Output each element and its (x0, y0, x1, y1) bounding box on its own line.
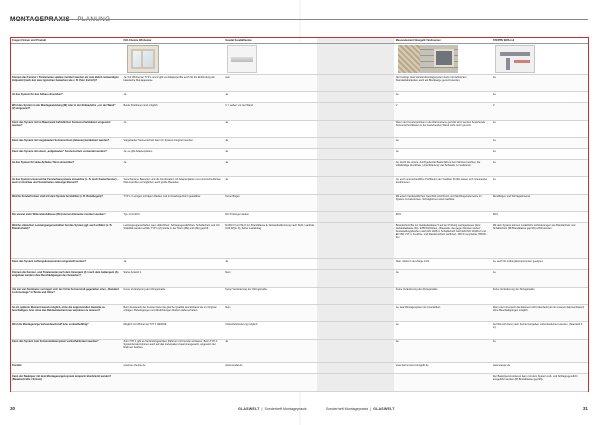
column-header: STEPPE EMS-rs3 (491, 38, 588, 44)
answer-cell (122, 374, 224, 392)
answer-cell: Nein (223, 305, 317, 322)
answer-cell: RC Prüfungen laufen (223, 212, 317, 223)
footer-left: GLASWELT | Sonderheft Montagepraxis (238, 407, 307, 411)
answer-cell: RC2 (491, 212, 588, 223)
answer-cell: Keine Veränderung der Abzugsmaße (491, 287, 588, 304)
answer-cell: V = außen vor der Wand (223, 103, 317, 120)
answer-cell: Ja. Für Winhemar TYP 1 und 2 gibt es Adapterprofile auch für die Einbindung als klassische Montageweise. (122, 75, 224, 92)
answer-cell: Ja (122, 259, 224, 270)
answer-cell: Ja (394, 92, 491, 103)
product-image-cell (223, 44, 317, 75)
footer-text-left: Sonderheft Montagepraxis (264, 407, 307, 411)
window-frame-photo-icon (127, 45, 159, 73)
table-row (10, 194, 588, 211)
answer-cell: www.iso-chemie.de (122, 363, 224, 374)
answer-cell: Typ 1 bis RC3 (122, 212, 224, 223)
answer-cell: Vorgebauter Sonnenschutz kann im System integriert werden. (122, 138, 224, 149)
table-row (10, 159, 588, 176)
answer-cell: Leistungseigenschaften wie Luftdichtheit, Schlagregendichtheit, Schallschutz und UV-Stabilität werden erfüllt. TYP 1 (Z) wurde in der Norm (ZE) und (ZE) geprüft. (122, 223, 224, 259)
page-footer (10, 404, 588, 416)
answer-cell: Ja (491, 120, 588, 137)
answer-cell: Möglich mit Winhemar TYP 1 RESIKE (122, 322, 224, 339)
answer-cell (317, 159, 394, 176)
question-cell: Kontakt (10, 363, 122, 374)
table-row (10, 138, 588, 149)
table-row (10, 305, 588, 322)
table-row (10, 363, 588, 374)
answer-cell: Ja (491, 270, 588, 287)
answer-cell: Nur bedingt. Das Vorwandmontagesystem kann mit definierten Standardabständen auch als Blocksarge genutzt werden. (394, 75, 491, 92)
footer-right: Sonderheft Montagepraxis | GLASWELT (326, 407, 395, 411)
answer-cell: Vorkonfektionierung möglich (223, 322, 317, 339)
answer-cell: Ja, durch die untere, durchgehende Basis fällt es dem Monteur leichter, die vollständige druckfreie „Unterfütterung“ der Schwelle zu realisieren. (394, 159, 491, 176)
column-header: Masonelement Glasgelb Yasthuemer (394, 38, 491, 44)
answer-cell: Ja (122, 92, 224, 103)
answer-cell: Keine Veränderung der Abzugsmaße (122, 287, 224, 304)
product-image-cell (10, 44, 122, 75)
question-cell: Wird das System in der Montagewandung (M) oder in der Einbauhöhe „vor der Wand“ (V) eingesetzt? (10, 103, 122, 120)
connection-detail-drawing-icon (495, 45, 535, 73)
answer-cell (317, 92, 394, 103)
answer-cell: Ja (394, 138, 491, 149)
answer-cell: Mit einem handwerklichen Geschick sind Rund- und Spitzbogenelemente im System zu bekommen. Schrägformen sind machbar. (394, 194, 491, 211)
question-cell: Bis wieviel mehr Widerstandsklasse (RC) können Elemente montiert werden? (10, 212, 122, 223)
footer-brand-right: GLASWELT (373, 407, 395, 411)
page-number-left: 30 (10, 406, 16, 411)
answer-cell: Auf Wunsch kann nach Kundenvorgaben vorkonfektioniert werden. (Standard 6 m). (491, 322, 588, 339)
answer-cell: Ja (491, 159, 588, 176)
table-row (10, 259, 588, 270)
answer-cell: Ja (223, 149, 317, 160)
table-row (10, 177, 588, 194)
answer-cell: Ja (223, 138, 317, 149)
answer-cell: Ja (394, 322, 491, 339)
footer-brand-left: GLASWELT (238, 407, 260, 411)
answer-cell: Ja (394, 149, 491, 160)
table-row (10, 339, 588, 363)
answer-cell: Ja (491, 339, 588, 363)
product-image-cell (122, 44, 224, 75)
answer-cell: Beim Austausch der Fenster kann die gleiche Qualität des Einbaus wie im Original erfolgen. Befestigungen und Abdichtungen bleiben dabei erhalten. (122, 305, 224, 322)
answer-cell: Ja, das Montagesystem ist unverändert. (394, 305, 491, 322)
answer-cell: Ja (394, 270, 491, 287)
answer-cell (317, 138, 394, 149)
answer-cell: Der Bauköpersmontieren kann mit dem System Luft- und Schlagregendicht ausgeführt werden (Rf-Brandklasse geprüft). (491, 374, 588, 392)
answer-cell: Keine Veränderung der Abzugsmaße (394, 287, 491, 304)
sill-profile-photo-icon (227, 45, 257, 73)
answer-cell (317, 75, 394, 92)
question-cell: Kann der Bauköper mit dem Montagezargensystem temporär überbrückt werden? (Bauabschnitte / Schutz) (10, 374, 122, 392)
answer-cell: Ja (223, 159, 317, 176)
table-right-rule (588, 37, 589, 392)
answer-cell: Ja (122, 120, 224, 137)
table-row (10, 374, 588, 392)
answer-cell: Siehe Antwort 1 (122, 270, 224, 287)
answer-cell: Ja (491, 149, 588, 160)
answer-cell: V (491, 103, 588, 120)
answer-cell: Keine Veränderung der Abzugsmaße (223, 287, 317, 304)
answer-cell (317, 374, 394, 392)
table-row (10, 75, 588, 92)
answer-cell (317, 120, 394, 137)
table-row (10, 223, 588, 259)
answer-cell (317, 322, 394, 339)
answer-cell: Zum TYP 1 gibt es Verbindungswinkel. Rahmen mit Fenster einbauen. Beim TYP 2: Systemfenster können auch auf das Lieferpaket zusammengesetzt, angesetzt der Rahmen bauhau. (122, 339, 224, 363)
answer-cell: Keine Bögen (223, 194, 317, 211)
answer-cell: Nein, direkt in der Zarge nicht. (394, 259, 491, 270)
question-cell: Kann das System mit einem „aufgebauten“ Sonnenschutz verwendet werden? (10, 149, 122, 160)
table-row (10, 92, 588, 103)
answer-cell: Wenn der Innenputz das Element nicht überdeckt ist mit unserem Elementtausch ohne Beschädigungen möglich. (491, 305, 588, 322)
section-title: MONTAGEPRAXIS (10, 16, 70, 23)
answer-cell (317, 103, 394, 120)
answer-cell: www.soudal.de (223, 363, 317, 374)
question-cell: Welche Sonderformen sind mit dem System herstellbar (z. B. Rundbogen)? (10, 194, 122, 211)
masonry-wall-photo-icon (398, 45, 458, 73)
answer-cell (317, 259, 394, 270)
table-row (10, 103, 588, 120)
question-cell: Wird die Montagezarge Verbundwerkstoff bzw. verkaufbefähig? (10, 322, 122, 339)
answer-cell: V (394, 103, 491, 120)
answer-cell: Verschiedene Bauteilen und die Kombination mit Adapterplatten und unterschiedlichen Dämmprofilen ermöglichen auch große Bauteilen. (122, 177, 224, 194)
table-row (10, 212, 588, 223)
table-row (10, 270, 588, 287)
answer-cell (223, 374, 317, 392)
product-image-cell (317, 44, 394, 75)
answer-cell (317, 339, 394, 363)
answer-cell: www.steppe.de (491, 363, 588, 374)
answer-cell: Mit dem System können zusätzliche Anforderungen wie Brandschutz und Schallschutz (Rf-Brandklasse geprüft) erfüllt werden. (491, 223, 588, 259)
comparison-table (10, 37, 588, 392)
answer-cell (317, 287, 394, 304)
table-row (10, 149, 588, 160)
answer-cell: Rundbögen und Schrägelemente (491, 194, 588, 211)
answer-cell: Ja (223, 120, 317, 137)
question-cell: Kann das System Lüftungskomponenten eingestellt werden? (10, 259, 122, 270)
question-cell: Können die Fenster- und Türelemente nach dem Innenputz (I) / nach dem Außenputz (A) eingebaut werden ohne Beschädigungen des Gewerkes? (10, 270, 122, 287)
answer-cell: Wenn der Fensterposition in die Dämmebene gerückt wird, werden bestehende Sonnenschutzkästen in der bestehenden Wand nicht mehr genutzt. (394, 120, 491, 137)
answer-cell (317, 194, 394, 211)
answer-cell: Ja (491, 75, 588, 92)
answer-cell: Ja (223, 339, 317, 363)
answer-cell: Nein (223, 270, 317, 287)
question-cell: Kann das System mit vorgebauten Sonnenschutz (Jalousie) kombiniert werden? (10, 138, 122, 149)
answer-cell: Ja (122, 159, 224, 176)
answer-cell: Ja (223, 92, 317, 103)
page-header (10, 8, 588, 22)
section-subtitle: PLANUNG (77, 16, 111, 23)
question-cell: Ist das System für Hebe-Schiebe-Türen einsetzbar? (10, 159, 122, 176)
question-cell: Kann das System mit im Mauerwerk befindlichen Sonnenschutzkästen eingesetzt werden? (10, 120, 122, 137)
answer-cell: Ja, auch unterschiedliche Profiltiefen der Tradition Profile lassen sich miteinander kombinieren. (394, 177, 491, 194)
answer-cell: TYP 1 in einigen schrägen Radien und in Graubogenform gestaltbar. (122, 194, 224, 211)
answer-cell: Ja (491, 138, 588, 149)
answer-cell: Ja (223, 259, 317, 270)
question-cell: Ist das System für den Altbau einsetzbar? (10, 92, 122, 103)
answer-cell (317, 363, 394, 374)
answer-cell: Ja, es gibt Adapterplatten (122, 149, 224, 160)
answer-cell: Ja (394, 339, 491, 363)
answer-cell: nein (223, 75, 317, 92)
answer-cell: www.dornemann-kinogelb.de (394, 363, 491, 374)
answer-cell (317, 223, 394, 259)
page-number-right: 31 (582, 406, 588, 411)
answer-cell (317, 177, 394, 194)
table-row (10, 120, 588, 137)
column-header: Soudal Soudalflexma (223, 38, 317, 44)
question-cell: Welche statischen Leistungseigenschaften hat das System ggf. auch erfüllen (z. B. Brandschutz)? (10, 223, 122, 259)
answer-cell: Ja (491, 92, 588, 103)
header-rule (10, 19, 588, 20)
answer-cell (394, 374, 491, 392)
answer-cell: M-WO III und M-O-12, Brandklasse E, Abstandsdämmung nach SUG, Lambda 0,03 W/(m·K), hoher Lastabtrag (223, 223, 317, 259)
answer-cell (317, 149, 394, 160)
question-cell: Ist ein späterer Element-tausch möglich, ohne die angrenzenden Gewerke zu beschädigen, bzw. ohne das Rahmenelement neu verputzen zu müssen? (10, 305, 122, 322)
table-row (10, 287, 588, 304)
question-cell: Um wie viel Zentimeter verringert sich der lichte Fensterstoß gegenüber einer „Standard Lochmontage“ in Breite und Höhe? (10, 287, 122, 304)
product-image-cell (394, 44, 491, 75)
column-header: ISO-Chemie Winhemar (122, 38, 224, 44)
answer-cell (317, 212, 394, 223)
question-cell: Können das Fenster / Türelemente spätere montiert werden als zum üblich notwendigen Zeitpunkt (nach den zwei typischen Gewerken wie z. B. Putz, Estrich)? (10, 75, 122, 92)
answer-cell: RC3 (394, 212, 491, 223)
table-row (10, 322, 588, 339)
answer-cell (317, 270, 394, 287)
answer-cell: Ja (491, 177, 588, 194)
question-cell: Kann das System zum Fenstereinbausystem vorkonfektioniert werden? (10, 339, 122, 363)
column-header: Fragen Firmen und Produkt (10, 38, 122, 44)
answer-cell: Beide Positionen sind möglich. (122, 103, 224, 120)
answer-cell: Ja, auch für Lüftungskomponenten geeignet (491, 259, 588, 270)
answer-cell (317, 305, 394, 322)
table-left-rule (10, 37, 11, 392)
question-cell: Ist das System universell für Fensterbansysteme einsetzbar (z. B. auch Kastenfenster) – auch im Holzbau und Sonderteilen zulässige Element? (10, 177, 122, 194)
answer-cell: Brandschutz Bis zur Gebäudeklasse 5 auf der Prüfung nachgewiesen (bzw. Gebäudeklasse 4G). ETB Richtlinien, „Baustelle, die gegen Monten stehen“, Festsstellungsbuchen nach EN 1026-4, Schallschutz nach EN ISO 10140-2 und EN ISO 717-1, Feuchte- und Flankenschutz verifiziert, 100 % recyclebar, HBCD-frei (394, 223, 491, 259)
product-image-cell (491, 44, 588, 75)
product-image-row (10, 44, 588, 75)
footer-text-right: Sonderheft Montagepraxis (326, 407, 369, 411)
answer-cell: Ja (223, 177, 317, 194)
